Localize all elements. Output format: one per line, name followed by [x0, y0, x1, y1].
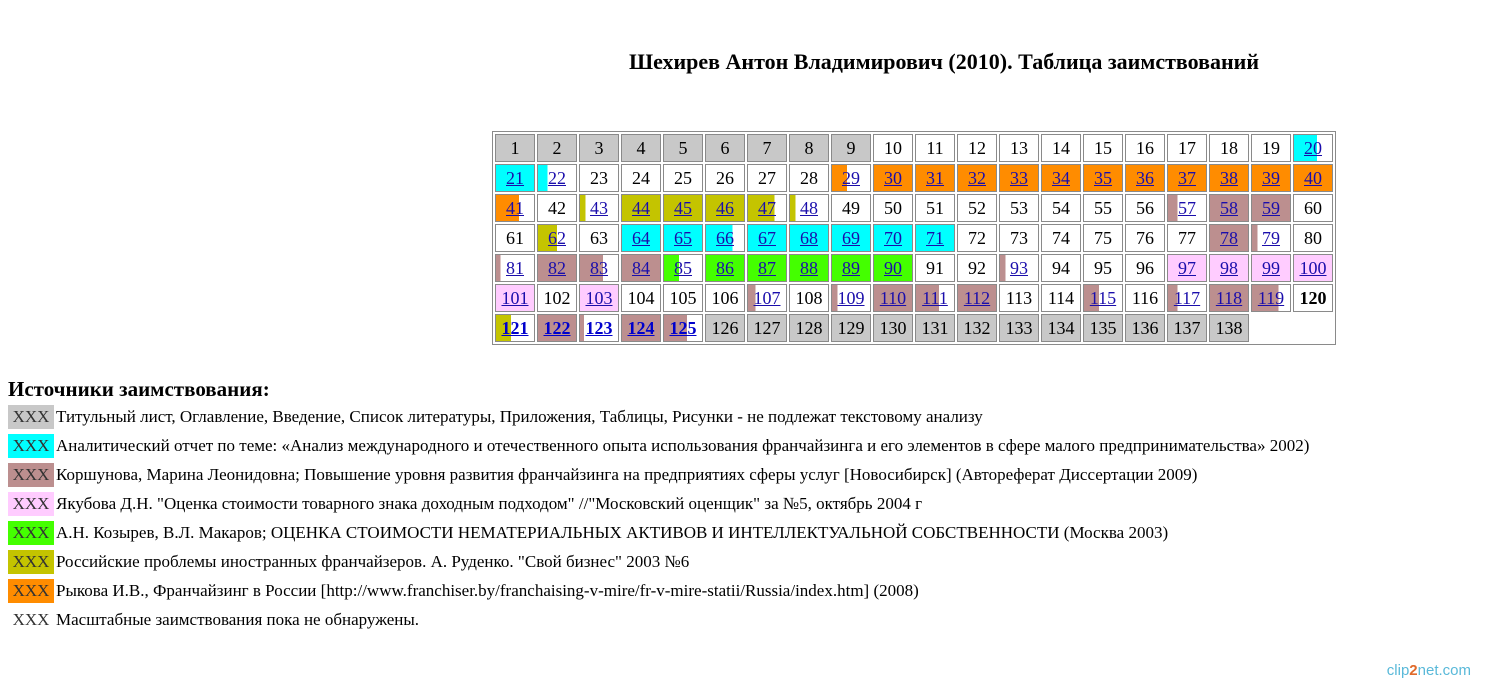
page-link[interactable]: 97: [1178, 258, 1196, 278]
page-cell[interactable]: [999, 254, 1039, 282]
page-cell: 53: [999, 194, 1039, 222]
page-cell: 60: [1293, 194, 1333, 222]
page-cell: 9: [831, 134, 871, 162]
page-cell[interactable]: [537, 314, 577, 342]
page-link[interactable]: 88: [800, 258, 818, 278]
page-cell: 94: [1041, 254, 1081, 282]
legend-text: Титульный лист, Оглавление, Введение, Список литературы, Приложения, Таблицы, Рисунки - не подлежат текстовому анализу: [56, 407, 983, 426]
page-cell[interactable]: [1167, 254, 1207, 282]
page-cell[interactable]: [1125, 164, 1165, 192]
page-link[interactable]: 119: [1257, 288, 1285, 308]
page-cell: 128: [789, 314, 829, 342]
page-cell[interactable]: [537, 224, 577, 252]
page-link[interactable]: 93: [1010, 258, 1028, 278]
page-cell[interactable]: [663, 194, 703, 222]
page-cell: 130: [873, 314, 913, 342]
page-cell[interactable]: [1251, 284, 1291, 312]
page-cell: 108: [789, 284, 829, 312]
legend-swatch: XXX: [8, 579, 54, 603]
page-link[interactable]: 86: [716, 258, 734, 278]
page-link[interactable]: 83: [590, 258, 608, 278]
page-cell[interactable]: [873, 254, 913, 282]
legend-item: [8, 550, 1483, 574]
page-cell[interactable]: [663, 254, 703, 282]
page-link[interactable]: 79: [1262, 228, 1280, 248]
page-cell: 105: [663, 284, 703, 312]
page-link[interactable]: 71: [926, 228, 944, 248]
page-cell[interactable]: [873, 164, 913, 192]
page-cell: 114: [1041, 284, 1081, 312]
page-link[interactable]: 37: [1178, 168, 1196, 188]
page-link[interactable]: 70: [884, 228, 902, 248]
page-link[interactable]: 103: [585, 288, 613, 308]
page-link[interactable]: 45: [674, 198, 692, 218]
page-cell[interactable]: [621, 254, 661, 282]
page-cell: 23: [579, 164, 619, 192]
page-cell[interactable]: [579, 284, 619, 312]
page-cell: 8: [789, 134, 829, 162]
page-link[interactable]: 125: [669, 318, 697, 338]
legend-swatch: XXX: [8, 463, 54, 487]
page-cell: 15: [1083, 134, 1123, 162]
page-link[interactable]: 36: [1136, 168, 1154, 188]
page-link[interactable]: 82: [548, 258, 566, 278]
sources-heading: Источники заимствования:: [8, 377, 270, 401]
page-cell[interactable]: [1209, 284, 1249, 312]
page-link[interactable]: 20: [1304, 138, 1322, 158]
page-cell[interactable]: [1083, 164, 1123, 192]
legend-text: Коршунова, Марина Леонидовна; Повышение уровня развития франчайзинга на предприятиях сферы услуг [Новосибирск] (Автореферат Диссертации 2009): [56, 465, 1198, 484]
page-link[interactable]: 38: [1220, 168, 1238, 188]
page-link[interactable]: 100: [1299, 258, 1327, 278]
page-link[interactable]: 115: [1089, 288, 1117, 308]
page-link[interactable]: 67: [758, 228, 776, 248]
page-cell[interactable]: [495, 284, 535, 312]
page-cell[interactable]: [747, 254, 787, 282]
sources-legend: [8, 405, 1483, 637]
page-link[interactable]: 40: [1304, 168, 1322, 188]
page-link[interactable]: 90: [884, 258, 902, 278]
page-cell: 61: [495, 224, 535, 252]
page-cell[interactable]: [999, 164, 1039, 192]
page-cell[interactable]: [1293, 254, 1333, 282]
legend-swatch: XXX: [8, 492, 54, 516]
page-cell[interactable]: [873, 224, 913, 252]
page-cell[interactable]: [747, 224, 787, 252]
page-cell: 77: [1167, 224, 1207, 252]
page-cell: 16: [1125, 134, 1165, 162]
page-cell: 1: [495, 134, 535, 162]
page-link[interactable]: 32: [968, 168, 986, 188]
page-cell[interactable]: [1251, 194, 1291, 222]
page-cell[interactable]: [621, 194, 661, 222]
page-cell[interactable]: [1251, 254, 1291, 282]
page-cell[interactable]: [747, 194, 787, 222]
page-cell[interactable]: [915, 284, 955, 312]
page-cell[interactable]: [1209, 164, 1249, 192]
table-row: [495, 254, 1333, 282]
page-cell: 5: [663, 134, 703, 162]
page-cell: 131: [915, 314, 955, 342]
page-cell: 18: [1209, 134, 1249, 162]
page-cell: 116: [1125, 284, 1165, 312]
page-link[interactable]: 39: [1262, 168, 1280, 188]
page-cell: 3: [579, 134, 619, 162]
page-cell: 95: [1083, 254, 1123, 282]
page-cell: 28: [789, 164, 829, 192]
page-link[interactable]: 85: [674, 258, 692, 278]
page-cell[interactable]: [537, 254, 577, 282]
page-link[interactable]: 47: [758, 198, 776, 218]
page-cell: 6: [705, 134, 745, 162]
page-cell[interactable]: [663, 314, 703, 342]
page-cell: 104: [621, 284, 661, 312]
page-link[interactable]: 87: [758, 258, 776, 278]
page-cell[interactable]: [831, 254, 871, 282]
page-cell: 120: [1293, 284, 1333, 312]
legend-item: [8, 521, 1483, 545]
page-cell: 102: [537, 284, 577, 312]
page-cell[interactable]: [621, 224, 661, 252]
legend-text: Масштабные заимствования пока не обнаружены.: [56, 610, 420, 629]
page-cell[interactable]: [579, 314, 619, 342]
legend-item: [8, 405, 1483, 429]
legend-swatch: XXX: [8, 405, 54, 429]
legend-text: А.Н. Козырев, В.Л. Макаров; ОЦЕНКА СТОИМОСТИ НЕМАТЕРИАЛЬНЫХ АКТИВОВ И ИНТЕЛЛЕКТУАЛЬНОЙ СОБСТВЕННОСТИ (Москва 2003): [56, 523, 1169, 542]
watermark-part2: 2: [1409, 662, 1418, 679]
page-link[interactable]: 110: [879, 288, 907, 308]
page-cell[interactable]: [1251, 224, 1291, 252]
page-cell: 138: [1209, 314, 1249, 342]
page-link[interactable]: 41: [506, 198, 524, 218]
page-cell: 126: [705, 314, 745, 342]
page-cell: 74: [1041, 224, 1081, 252]
page-link[interactable]: 101: [501, 288, 529, 308]
legend-text: Российские проблемы иностранных франчайзеров. А. Руденко. "Свой бизнес" 2003 №6: [56, 552, 690, 571]
page-cell: 54: [1041, 194, 1081, 222]
page-cell[interactable]: [579, 194, 619, 222]
page-cell: 7: [747, 134, 787, 162]
page-cell: 25: [663, 164, 703, 192]
legend-item: [8, 492, 1483, 516]
table-row: [495, 314, 1333, 342]
page-cell[interactable]: [873, 284, 913, 312]
page-link[interactable]: 34: [1052, 168, 1070, 188]
page-link[interactable]: 30: [884, 168, 902, 188]
page-cell: 12: [957, 134, 997, 162]
legend-text: Якубова Д.Н. "Оценка стоимости товарного знака доходным подходом" //"Московский оценщик" за №5, октябрь 2004 г: [56, 494, 923, 513]
page-cell: 42: [537, 194, 577, 222]
watermark-logo: [1387, 662, 1471, 679]
page-cell[interactable]: [705, 224, 745, 252]
page-link[interactable]: 122: [543, 318, 571, 338]
table-row: [495, 224, 1333, 252]
page-cell: 56: [1125, 194, 1165, 222]
page-link[interactable]: 99: [1262, 258, 1280, 278]
page-cell: 135: [1083, 314, 1123, 342]
page-cell[interactable]: [831, 164, 871, 192]
page-link[interactable]: 58: [1220, 198, 1238, 218]
page-cell: 19: [1251, 134, 1291, 162]
page-link[interactable]: 84: [632, 258, 650, 278]
page-cell: 91: [915, 254, 955, 282]
page-cell[interactable]: [915, 224, 955, 252]
page-cell: 17: [1167, 134, 1207, 162]
page-cell: 106: [705, 284, 745, 312]
page-cell: 2: [537, 134, 577, 162]
page-link[interactable]: 57: [1178, 198, 1196, 218]
watermark-part1: clip: [1386, 662, 1410, 679]
page-cell[interactable]: [789, 224, 829, 252]
page-cell: 10: [873, 134, 913, 162]
page-cell: 129: [831, 314, 871, 342]
page-link[interactable]: 118: [1215, 288, 1243, 308]
legend-swatch: XXX: [12, 610, 50, 629]
page-cell[interactable]: [537, 164, 577, 192]
page-cell[interactable]: [705, 194, 745, 222]
page-cell: 51: [915, 194, 955, 222]
page-link[interactable]: 46: [716, 198, 734, 218]
page-cell: 55: [1083, 194, 1123, 222]
page-cell[interactable]: [705, 254, 745, 282]
page-cell[interactable]: [747, 284, 787, 312]
legend-item: [8, 463, 1483, 487]
page-link[interactable]: 98: [1220, 258, 1238, 278]
page-link[interactable]: 109: [837, 288, 865, 308]
legend-text: Аналитический отчет по теме: «Анализ международного и отечественного опыта использования франчайзинга и его элементов в сфере малого предпринимательства» 2002): [56, 436, 1310, 455]
page-link[interactable]: 117: [1173, 288, 1201, 308]
page-cell: 133: [999, 314, 1039, 342]
legend-swatch: XXX: [8, 521, 54, 545]
page-cell: 113: [999, 284, 1039, 312]
page-link[interactable]: 62: [548, 228, 566, 248]
page-link[interactable]: 68: [800, 228, 818, 248]
table-row: [495, 164, 1333, 192]
page-cell[interactable]: [1083, 284, 1123, 312]
page-cell[interactable]: [1041, 164, 1081, 192]
page-cell: 26: [705, 164, 745, 192]
page-cell[interactable]: [1251, 164, 1291, 192]
page-cell: 127: [747, 314, 787, 342]
page-link[interactable]: 123: [585, 318, 613, 338]
page-cell[interactable]: [495, 194, 535, 222]
page-link[interactable]: 89: [842, 258, 860, 278]
page-link[interactable]: 112: [963, 288, 991, 308]
page-link[interactable]: 111: [922, 288, 948, 308]
page-link[interactable]: 33: [1010, 168, 1028, 188]
page-cell[interactable]: [1293, 134, 1333, 162]
table-row: [495, 284, 1333, 312]
page-cell[interactable]: [495, 314, 535, 342]
page-cell[interactable]: [579, 254, 619, 282]
page-link[interactable]: 44: [632, 198, 650, 218]
page-cell[interactable]: [1293, 164, 1333, 192]
page-cell: 52: [957, 194, 997, 222]
page-link[interactable]: 48: [800, 198, 818, 218]
page-link[interactable]: 59: [1262, 198, 1280, 218]
page-cell: 13: [999, 134, 1039, 162]
page-cell[interactable]: [495, 164, 535, 192]
page-link[interactable]: 21: [506, 168, 524, 188]
borrowings-table: [492, 131, 1336, 345]
page-link[interactable]: 64: [632, 228, 650, 248]
page-link[interactable]: 124: [627, 318, 655, 338]
page-link[interactable]: 22: [548, 168, 566, 188]
page-link[interactable]: 35: [1094, 168, 1112, 188]
legend-item: [8, 608, 1483, 632]
legend-swatch: XXX: [8, 550, 54, 574]
page-link[interactable]: 121: [501, 318, 529, 338]
page-cell[interactable]: [957, 164, 997, 192]
page-cell: 72: [957, 224, 997, 252]
page-cell: 96: [1125, 254, 1165, 282]
page-cell[interactable]: [831, 284, 871, 312]
page-cell[interactable]: [831, 224, 871, 252]
legend-text: Рыкова И.В., Франчайзинг в России [http://www.franchiser.by/franchaising-v-mire/fr-v-mire-statii/Russia/index.htm] (2008): [56, 581, 919, 600]
legend-swatch: XXX: [8, 434, 54, 458]
empty-cell: [1251, 314, 1333, 342]
legend-item: [8, 579, 1483, 603]
page-cell[interactable]: [1209, 194, 1249, 222]
page-cell[interactable]: [621, 314, 661, 342]
page-cell: 80: [1293, 224, 1333, 252]
page-cell[interactable]: [915, 164, 955, 192]
page-link[interactable]: 66: [716, 228, 734, 248]
page-link[interactable]: 69: [842, 228, 860, 248]
page-cell: 134: [1041, 314, 1081, 342]
page-cell[interactable]: [789, 194, 829, 222]
page-cell: 4: [621, 134, 661, 162]
page-cell: 11: [915, 134, 955, 162]
page-link[interactable]: 78: [1220, 228, 1238, 248]
page-cell: 49: [831, 194, 871, 222]
table-row: [495, 194, 1333, 222]
page-title: Шехирев Антон Владимирович (2010). Таблица заимствований: [628, 49, 1260, 74]
page-cell[interactable]: [1167, 164, 1207, 192]
page-cell: 14: [1041, 134, 1081, 162]
page-cell[interactable]: [1209, 254, 1249, 282]
page-link[interactable]: 31: [926, 168, 944, 188]
page-link[interactable]: 81: [506, 258, 524, 278]
page-cell: 137: [1167, 314, 1207, 342]
watermark-part3: net.com: [1417, 662, 1471, 679]
page-cell: 132: [957, 314, 997, 342]
page-cell[interactable]: [663, 224, 703, 252]
page-cell: 50: [873, 194, 913, 222]
page-cell[interactable]: [1167, 284, 1207, 312]
page-cell[interactable]: [789, 254, 829, 282]
page-cell[interactable]: [1167, 194, 1207, 222]
page-cell: 63: [579, 224, 619, 252]
page-cell: 24: [621, 164, 661, 192]
page-cell: 136: [1125, 314, 1165, 342]
page-cell[interactable]: [495, 254, 535, 282]
page-cell[interactable]: [1209, 224, 1249, 252]
page-cell[interactable]: [957, 284, 997, 312]
page-link[interactable]: 65: [674, 228, 692, 248]
page-cell: 73: [999, 224, 1039, 252]
page-cell: 75: [1083, 224, 1123, 252]
page-link[interactable]: 29: [842, 168, 860, 188]
page-cell: 92: [957, 254, 997, 282]
page-link[interactable]: 107: [753, 288, 781, 308]
page-link[interactable]: 43: [590, 198, 608, 218]
page-cell: 76: [1125, 224, 1165, 252]
table-row: [495, 134, 1333, 162]
page-cell: 27: [747, 164, 787, 192]
legend-item: [8, 434, 1483, 458]
